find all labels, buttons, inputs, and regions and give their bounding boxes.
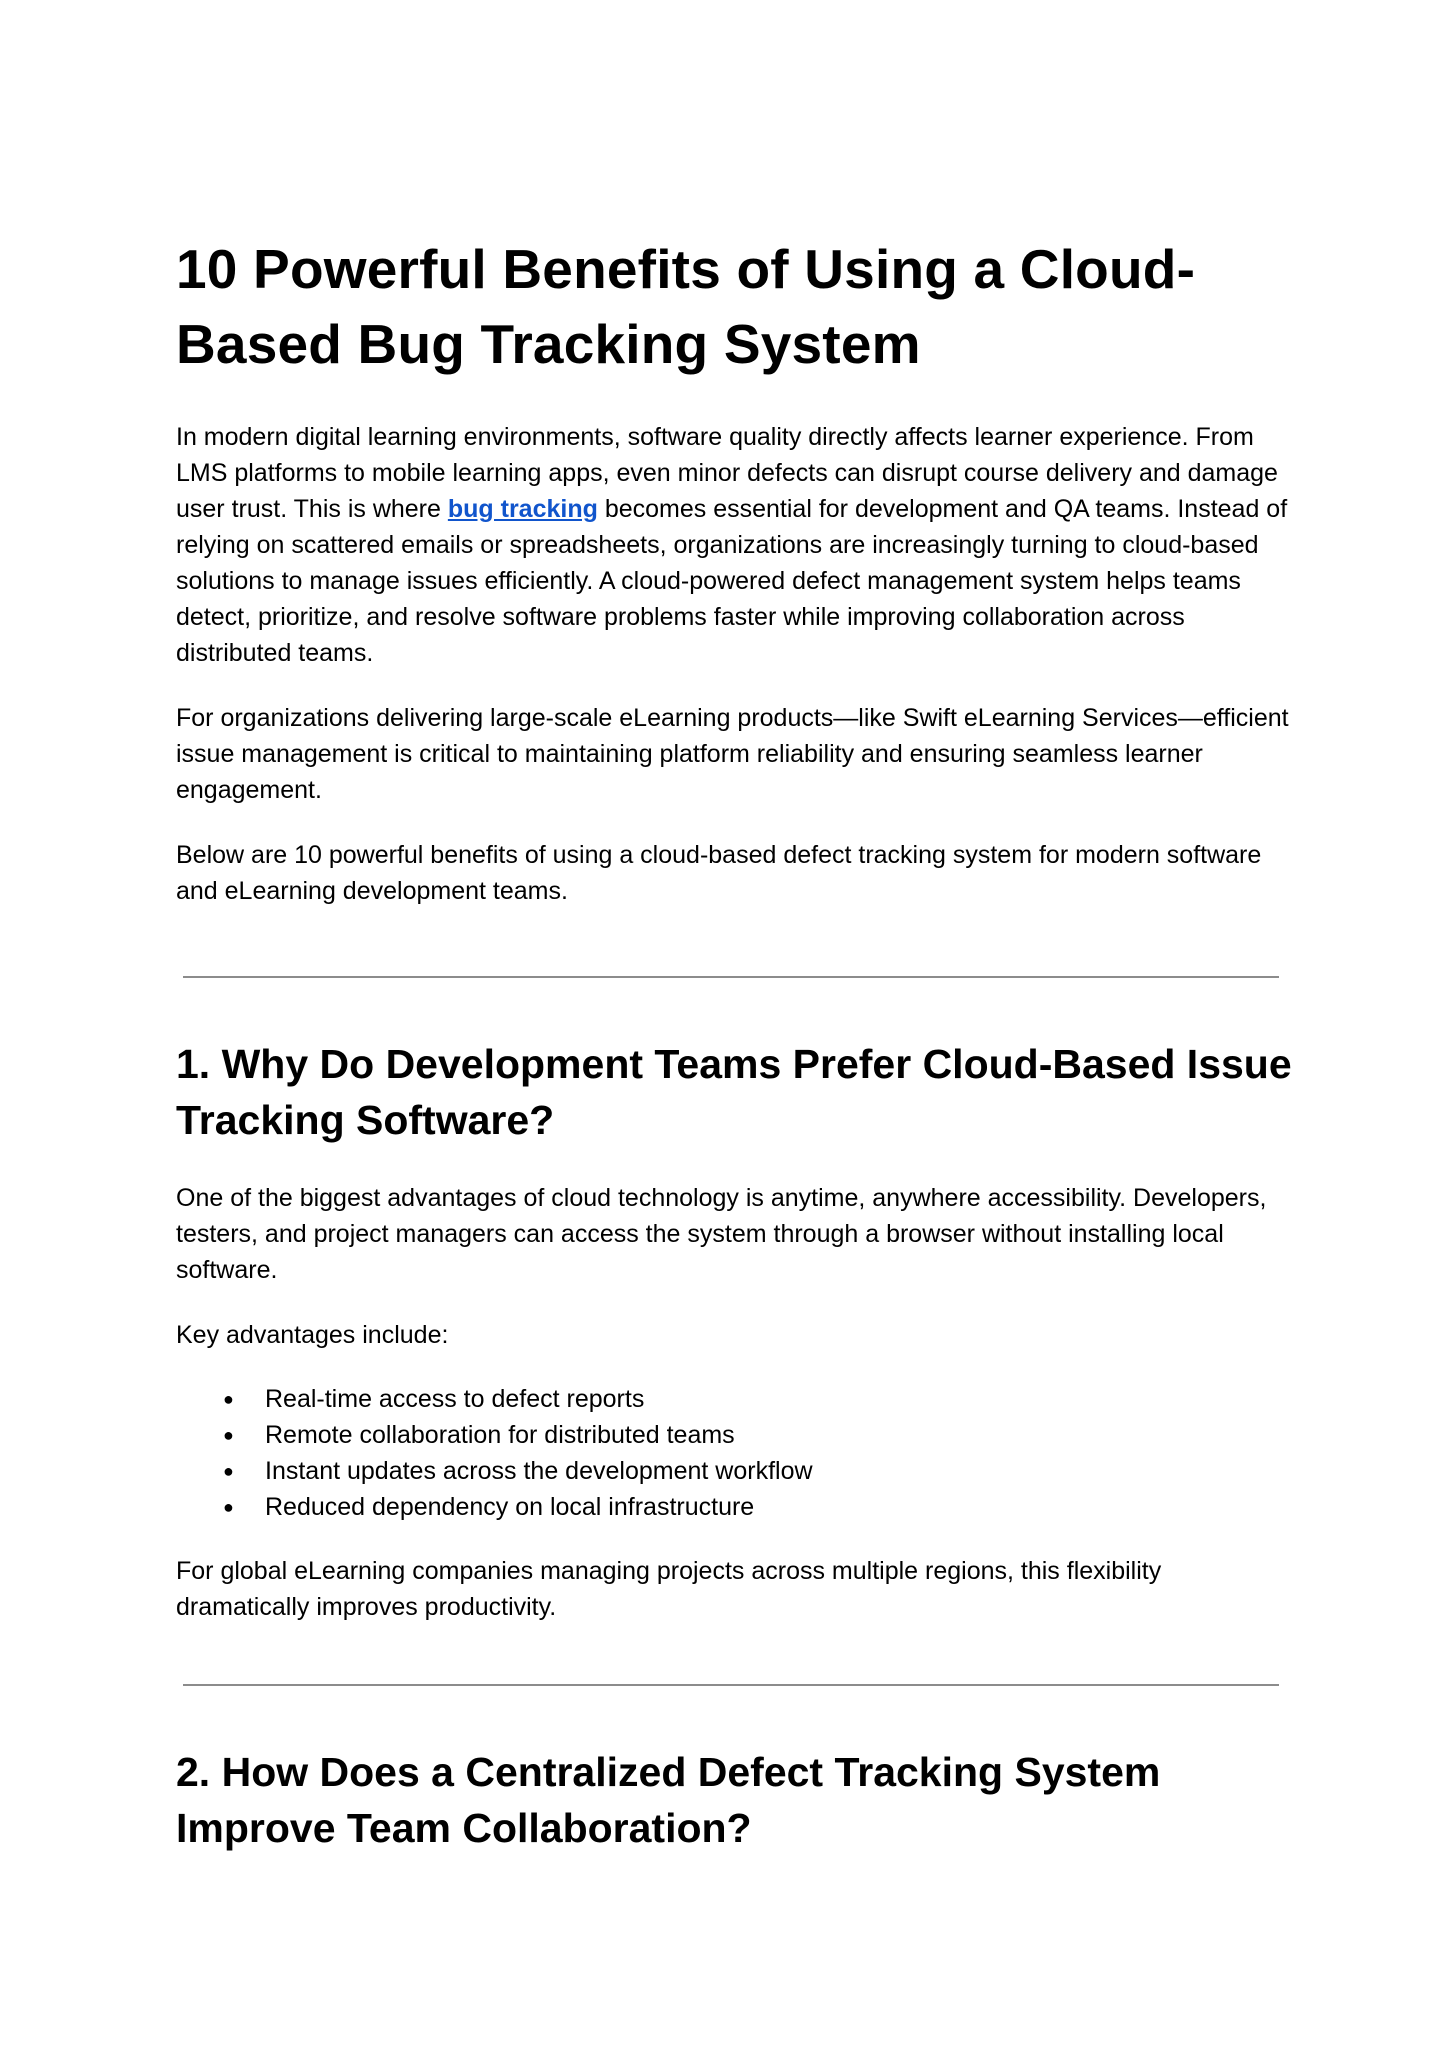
- section-1-heading: 1. Why Do Development Teams Prefer Cloud-Based Issue Tracking Software?: [176, 1041, 1292, 1143]
- document-content: [176, 232, 1296, 1856]
- intro-paragraph-3: Below are 10 powerful benefits of using a cloud-based defect tracking system for modern software and eLearning development teams.: [176, 841, 1262, 905]
- bullet-icon: ●: [223, 1497, 234, 1517]
- list-item: [223, 1489, 1296, 1525]
- section-2-heading: 2. How Does a Centralized Defect Tracking System Improve Team Collaboration?: [176, 1749, 1161, 1851]
- bullet-icon: ●: [223, 1389, 234, 1409]
- list-item: [223, 1417, 1296, 1453]
- advantages-list: [176, 1381, 1296, 1525]
- bug-tracking-link[interactable]: bug tracking: [447, 495, 598, 523]
- section-1-paragraph-3: For global eLearning companies managing projects across multiple regions, this flexibility dramatically improves productivity.: [176, 1557, 1162, 1621]
- intro-paragraph-1-text-b: becomes essential for development and QA teams. Instead of relying on scattered emails or spreadsheets, organizations are increasingly turning to cloud-based solutions to manage issues efficiently. A cloud-powered defect management system helps teams detect, prioritize, and resolve software problems faster while improving collaboration across distributed teams.: [176, 495, 1288, 667]
- bullet-icon: ●: [223, 1425, 234, 1445]
- list-item: [223, 1381, 1296, 1417]
- list-item-text: Remote collaboration for distributed teams: [265, 1421, 735, 1449]
- section-1-paragraph-1: One of the biggest advantages of cloud technology is anytime, anywhere accessibility. Developers, testers, and project managers can access the system through a browser without installing local software.: [176, 1184, 1267, 1284]
- intro-paragraph-1-text-a: In modern digital learning environments, software quality directly affects learner experience. From LMS platforms to mobile learning apps, even minor defects can disrupt course delivery and damage user trust. This is where: [176, 423, 1278, 523]
- page-title: 10 Powerful Benefits of Using a Cloud-Based Bug Tracking System: [176, 238, 1196, 375]
- section-1-paragraph-2: Key advantages include:: [176, 1321, 449, 1349]
- list-item-text: Instant updates across the development workflow: [265, 1457, 813, 1485]
- section-divider: [183, 976, 1279, 978]
- list-item-text: Reduced dependency on local infrastructure: [265, 1493, 755, 1521]
- intro-paragraph-1: [176, 419, 1296, 671]
- list-item: [223, 1453, 1296, 1489]
- section-divider: [183, 1684, 1279, 1686]
- bullet-icon: ●: [223, 1461, 234, 1481]
- intro-paragraph-2: For organizations delivering large-scale eLearning products—like Swift eLearning Services—efficient issue management is critical to maintaining platform reliability and ensuring seamless learner engagement.: [176, 704, 1289, 804]
- list-item-text: Real-time access to defect reports: [265, 1385, 645, 1413]
